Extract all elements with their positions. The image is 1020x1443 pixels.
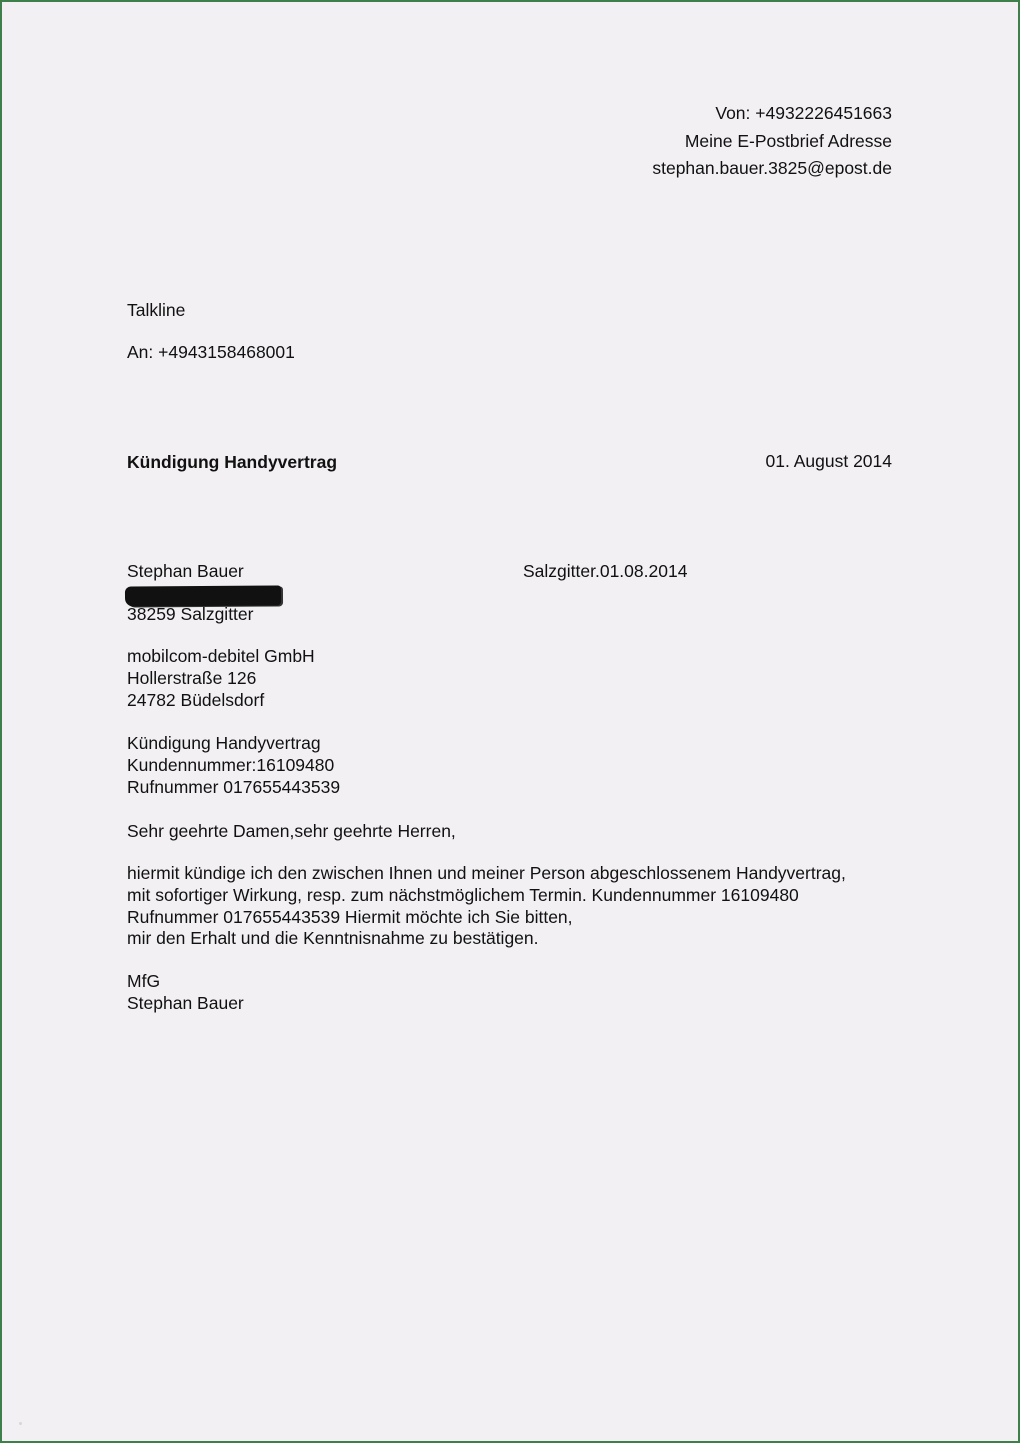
body-line: hiermit kündige ich den zwischen Ihnen und meiner Person abgeschlossenem Handyvertrag, [127, 863, 846, 883]
body-paragraph [127, 863, 846, 950]
sender-label-line: Meine E-Postbrief Adresse [684, 130, 892, 151]
reference-phone-number: Rufnummer 017655443539 [127, 776, 341, 797]
addressee-block [127, 646, 315, 711]
sender-from-line: Von: +4932226451663 [715, 103, 892, 123]
reference-subject: Kündigung Handyvertrag [127, 733, 321, 753]
recipient-to-line: An: +4943158468001 [127, 342, 295, 362]
reference-customer-number: Kundennummer:16109480 [127, 754, 335, 775]
addressee-city: 24782 Büdelsdorf [127, 689, 265, 710]
closing: MfG [127, 971, 161, 991]
reference-block [127, 733, 340, 798]
sender-email: stephan.bauer.3825@epost.de [652, 158, 892, 178]
signature: Stephan Bauer [127, 992, 244, 1013]
subject-heading: Kündigung Handyvertrag [127, 452, 338, 472]
body-line: mit sofortiger Wirkung, resp. zum nächstmöglichem Termin. Kundennummer 16109480 [127, 884, 799, 905]
addressee-company: mobilcom-debitel GmbH [127, 646, 315, 666]
letter-sender-city: 38259 Salzgitter [127, 604, 254, 624]
recipient-name: Talkline [127, 300, 186, 320]
addressee-street: Hollerstraße 126 [127, 667, 257, 688]
letter-place-date: Salzgitter.01.08.2014 [523, 561, 688, 581]
sender-block [652, 100, 892, 183]
closing-block [127, 971, 244, 1015]
body-line: mir den Erhalt und die Kenntnisnahme zu bestätigen. [127, 928, 539, 949]
salutation: Sehr geehrte Damen,sehr geehrte Herren, [127, 821, 456, 841]
scan-speck [19, 1422, 22, 1425]
body-line: Rufnummer 017655443539 Hiermit möchte ich Sie bitten, [127, 906, 573, 927]
letter-sender-name: Stephan Bauer [127, 561, 244, 581]
subject-date: 01. August 2014 [765, 451, 892, 471]
